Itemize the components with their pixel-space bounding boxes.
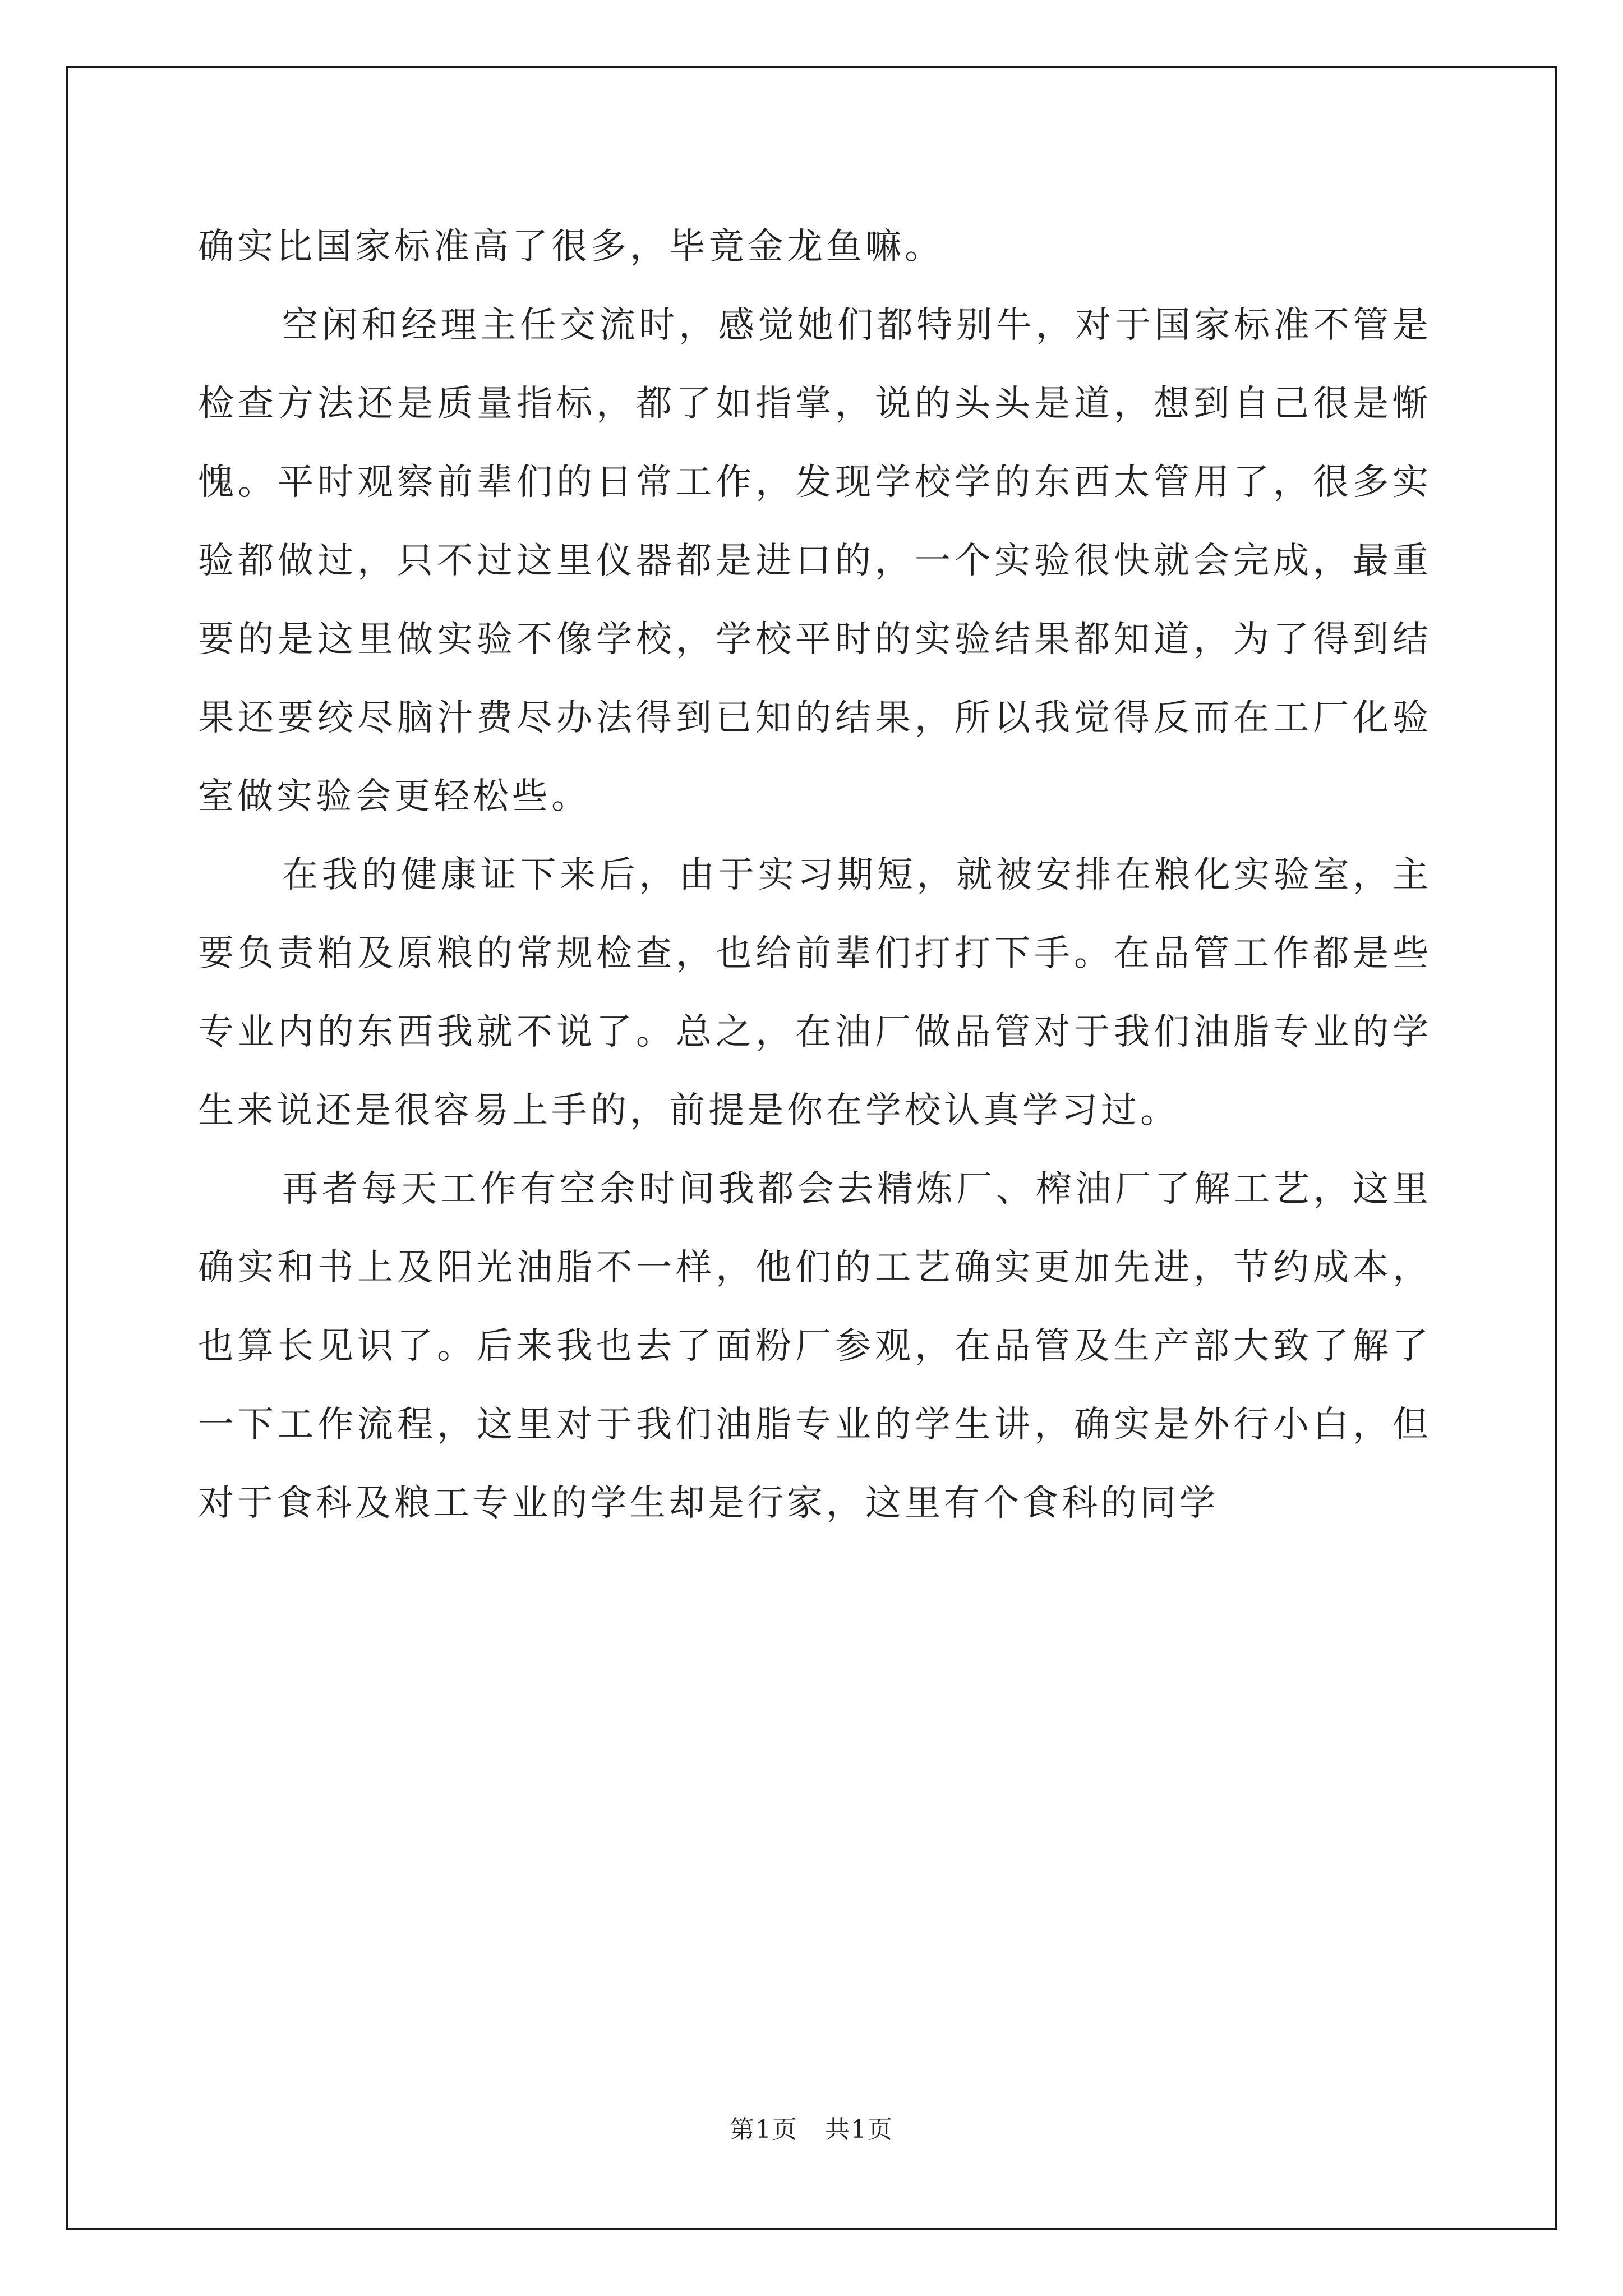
page-number-footer: 第1页 共1页 (730, 2115, 893, 2144)
document-body (198, 208, 1432, 1543)
paragraph: 再者每天工作有空余时间我都会去精炼厂、榨油厂了解工艺，这里确实和书上及阳光油脂不一样，他们的工艺确实更加先进，节约成本，也算长见识了。后来我也去了面粉厂参观，在品管及生产部大致了解了一下工作流程，这里对于我们油脂专业的学生讲，确实是外行小白，但对于食科及粮工专业的学生却是行家，这里有个食科的同学 (198, 1168, 1432, 1524)
paragraph: 空闲和经理主任交流时，感觉她们都特别牛，对于国家标准不管是检查方法还是质量指标，都了如指掌，说的头头是道，想到自己很是惭愧。平时观察前辈们的日常工作，发现学校学的东西太管用了，很多实验都做过，只不过这里仪器都是进口的，一个实验很快就会完成，最重要的是这里做实验不像学校，学校平时的实验结果都知道，为了得到结果还要绞尽脑汁费尽办法得到已知的结果，所以我觉得反而在工厂化验室做实验会更轻松些。 (198, 305, 1432, 817)
paragraph: 在我的健康证下来后，由于实习期短，就被安排在粮化实验室，主要负责粕及原粮的常规检查，也给前辈们打打下手。在品管工作都是些专业内的东西我就不说了。总之，在油厂做品管对于我们油脂专业的学生来说还是很容易上手的，前提是你在学校认真学习过。 (198, 854, 1432, 1131)
paragraph-continued: 确实比国家标准高了很多，毕竟金龙鱼嘛。 (198, 226, 944, 268)
